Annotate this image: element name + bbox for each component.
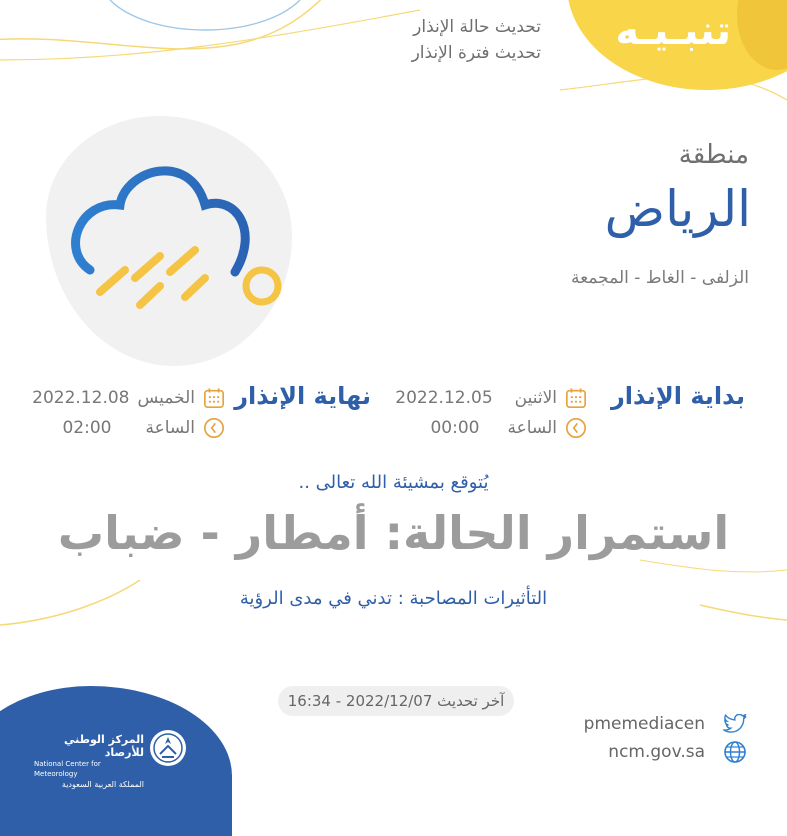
ncm-emblem-icon: [148, 728, 188, 768]
warning-end-day: الخميس: [137, 388, 195, 408]
calendar-icon: [565, 387, 587, 409]
cloud-rain-sun-icon: [60, 150, 290, 320]
warning-end-date: 2022.12.08: [32, 388, 130, 408]
website-contact[interactable]: [608, 740, 747, 764]
warning-start-title: بداية الإنذار: [610, 382, 745, 410]
ncm-name-english: National Center for Meteorology: [34, 760, 101, 778]
region-label: منطقة: [678, 140, 749, 170]
update-notices: [412, 14, 541, 66]
twitter-icon: [723, 714, 747, 734]
ncm-wordmark: [34, 733, 144, 790]
clock-icon: [565, 417, 587, 439]
update-status-line: تحديث حالة الإنذار: [413, 17, 541, 37]
warning-start-time: 00:00: [430, 418, 480, 438]
warning-end-time: 02:00: [62, 418, 112, 438]
update-period-line: تحديث فترة الإنذار: [411, 43, 541, 63]
last-update-badge: آخر تحديث 2022/12/07 - 16:34: [278, 686, 514, 716]
warning-start-date: 2022.12.05: [395, 388, 493, 408]
clock-icon: [203, 417, 225, 439]
calendar-icon: [203, 387, 225, 409]
ncm-name-arabic: المركز الوطني للأرصاد: [64, 733, 144, 759]
warning-start-time-label: الساعة: [507, 418, 557, 438]
website-link[interactable]: ncm.gov.sa: [608, 742, 705, 762]
warning-start-time-row: [430, 417, 587, 439]
globe-icon: [723, 740, 747, 764]
region-subregions: الزلفى - الغاط - المجمعة: [571, 268, 749, 288]
forecast-condition: استمرار الحالة: أمطار - ضباب: [57, 506, 730, 560]
ncm-country: المملكة العربية السعودية: [61, 780, 144, 789]
warning-start-day: الاثنين: [514, 388, 557, 408]
warning-end-date-row: [32, 387, 225, 409]
region-name: الرياض: [604, 180, 751, 238]
twitter-handle[interactable]: pmemediacen: [583, 714, 705, 734]
warning-end-time-row: [62, 417, 225, 439]
forecast-impacts: التأثيرات المصاحبة : تدني في مدى الرؤية: [239, 588, 548, 609]
warning-end-title: نهاية الإنذار: [234, 382, 371, 410]
warning-end-time-label: الساعة: [145, 418, 195, 438]
forecast-intro: يُتوقع بمشيئة الله تعالى ..: [298, 472, 489, 493]
warning-start-date-row: [395, 387, 587, 409]
twitter-contact[interactable]: [584, 714, 747, 734]
alert-title: تنبـيـه: [615, 8, 731, 54]
